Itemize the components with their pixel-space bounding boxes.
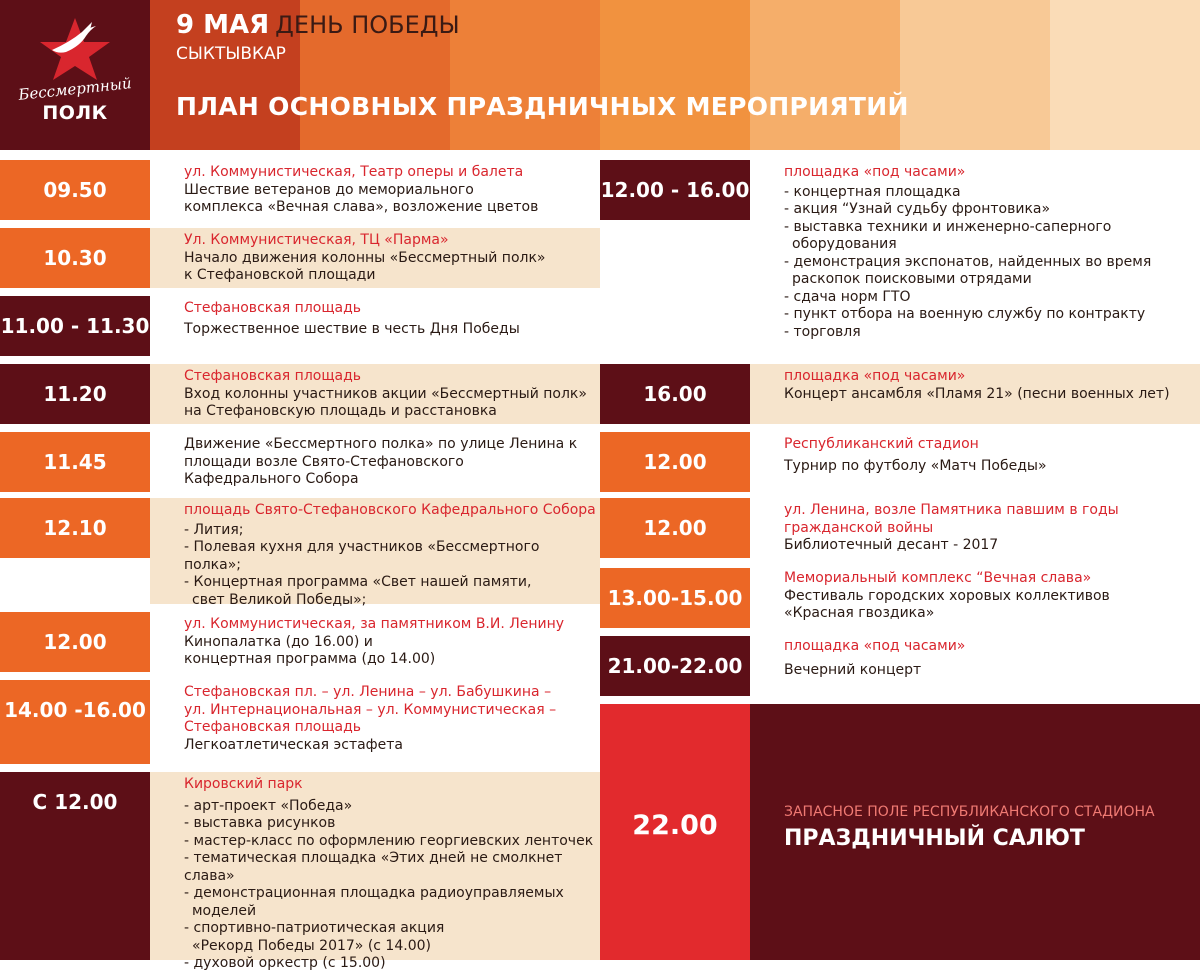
list-item: - концертная площадка — [784, 183, 961, 200]
event-text: на Стефановскую площадь и расстановка — [184, 403, 497, 419]
header-city: СЫКТЫВКАР — [176, 44, 286, 64]
event-location: Стефановская площадь — [184, 368, 362, 384]
event-details — [150, 296, 600, 356]
event-text: к Стефановской площади — [184, 267, 376, 283]
header-band — [1050, 0, 1200, 150]
event-location: площадка «под часами» — [784, 164, 966, 180]
list-item: - демонстрационная площадка радиоуправляемых — [184, 885, 564, 901]
event-text: Вход колонны участников акции «Бессмертный полк» — [184, 385, 587, 402]
event-location: Ул. Коммунистическая, ТЦ «Парма» — [184, 232, 449, 248]
event-text: Движение «Бессмертного полка» по улице Ленина к — [184, 436, 578, 452]
event-details — [150, 364, 600, 424]
event-text: концертная программа (до 14.00) — [184, 651, 436, 667]
event-text: комплекса «Вечная слава», возложение цветов — [184, 199, 539, 215]
event-time: 09.50 — [0, 160, 150, 220]
event-text: Шествие ветеранов до мемориального — [184, 181, 474, 198]
event-time: 11.20 — [0, 364, 150, 424]
list-item: - торговля — [784, 323, 861, 340]
event-location: ул. Коммунистическая, за памятником В.И. Ленину — [184, 616, 565, 632]
salute-location: ЗАПАСНОЕ ПОЛЕ РЕСПУБЛИКАНСКОГО СТАДИОНА — [784, 804, 1155, 820]
event-text: площади возле Свято-Стефановского — [184, 453, 464, 470]
list-item: - выставка рисунков — [184, 815, 336, 831]
event-time: 10.30 — [0, 228, 150, 288]
event-time: 12.10 — [0, 498, 150, 558]
event-text: Концерт ансамбля «Пламя 21» (песни военных лет) — [784, 385, 1170, 402]
event-location: Республиканский стадион — [784, 436, 979, 452]
list-item: раскопок поисковыми отрядами — [792, 271, 1032, 287]
event-location: Стефановская пл. – ул. Ленина – ул. Бабушкина – — [184, 684, 552, 700]
event-time: 16.00 — [600, 364, 750, 424]
star-crane-icon — [36, 16, 114, 82]
event-location: ул. Ленина, возле Памятника павшим в годы — [784, 502, 1119, 518]
event-text: «Красная гвоздика» — [784, 605, 935, 621]
event-text: Фестиваль городских хоровых коллективов — [784, 587, 1110, 604]
event-time: 14.00 -16.00 — [0, 680, 150, 764]
event-time: 13.00-15.00 — [600, 568, 750, 628]
event-time: 12.00 — [600, 498, 750, 558]
event-location: Мемориальный комплекс “Вечная слава» — [784, 570, 1092, 586]
page-header — [0, 0, 1200, 150]
event-location: Стефановская площадь — [184, 300, 362, 316]
list-item: «Рекорд Победы 2017» (с 14.00) — [192, 937, 431, 954]
event-list — [184, 522, 600, 610]
event-location: гражданской войны — [784, 519, 934, 536]
event-time: 11.00 - 11.30 — [0, 296, 150, 356]
logo-script-text: Бессмертный — [17, 74, 133, 104]
header-date — [176, 10, 460, 40]
event-time: 12.00 — [0, 612, 150, 672]
event-location: ул. Интернациональная – ул. Коммунистическая – — [184, 701, 557, 718]
event-text: Турнир по футболу «Матч Победы» — [784, 457, 1047, 474]
event-text: Вечерний концерт — [784, 661, 922, 678]
event-location: площадка «под часами» — [784, 368, 966, 384]
day-label: ДЕНЬ ПОБЕДЫ — [275, 11, 460, 39]
event-details — [150, 228, 600, 288]
header-band — [750, 0, 900, 150]
event-time: 11.45 — [0, 432, 150, 492]
event-text: Кафедрального Собора — [184, 471, 359, 487]
event-location: ул. Коммунистическая, Театр оперы и балета — [184, 164, 524, 180]
event-time: 12.00 - 16.00 — [600, 160, 750, 220]
list-item: - выставка техники и инженерно-саперного — [784, 218, 1112, 235]
event-time: 12.00 — [600, 432, 750, 492]
event-text: Начало движения колонны «Бессмертный полк» — [184, 249, 546, 266]
list-item: - Полевая кухня для участников «Бессмертного полка»; — [184, 539, 540, 573]
list-item: - Лития; — [184, 521, 244, 538]
event-time: 21.00-22.00 — [600, 636, 750, 696]
event-location: Кировский парк — [184, 776, 303, 792]
event-details — [150, 680, 600, 764]
list-item: - арт-проект «Победа» — [184, 797, 353, 814]
event-text: Легкоатлетическая эстафета — [184, 736, 403, 753]
immortal-regiment-logo — [0, 0, 150, 150]
list-item: - акция “Узнай судьбу фронтовика» — [784, 201, 1051, 217]
event-details — [750, 498, 1200, 562]
list-item: - пункт отбора на военную службу по контракту — [784, 306, 1146, 322]
salute-title: ПРАЗДНИЧНЫЙ САЛЮТ — [784, 826, 1085, 851]
list-item: - тематическая площадка «Этих дней не смолкнет слава» — [184, 850, 563, 884]
list-item: - сдача норм ГТО — [784, 288, 911, 305]
event-details — [150, 498, 600, 608]
event-text: Библиотечный десант - 2017 — [784, 537, 999, 553]
event-time: С 12.00 — [0, 772, 150, 960]
list-item: - Концертная программа «Свет нашей памяти, — [184, 574, 532, 590]
event-details — [750, 634, 1200, 696]
salute-details — [750, 704, 1200, 960]
salute-time: 22.00 — [600, 704, 750, 960]
event-details — [150, 772, 600, 971]
event-list — [184, 798, 600, 973]
header-band — [900, 0, 1050, 150]
event-details — [750, 432, 1200, 492]
event-details — [150, 160, 600, 222]
event-text: Торжественное шествие в честь Дня Победы — [184, 320, 520, 337]
list-item: моделей — [192, 902, 257, 919]
event-location: площадь Свято-Стефановского Кафедрального Собора — [184, 502, 596, 518]
list-item: оборудования — [792, 236, 897, 252]
event-list — [784, 184, 1200, 342]
event-details — [150, 612, 600, 672]
event-details — [750, 160, 1200, 356]
header-band — [600, 0, 750, 150]
list-item: - духовой оркестр (с 15.00) — [184, 955, 386, 971]
event-details — [750, 566, 1200, 628]
page-title: ПЛАН ОСНОВНЫХ ПРАЗДНИЧНЫХ МЕРОПРИЯТИЙ — [176, 92, 909, 121]
list-item: - спортивно-патриотическая акция — [184, 920, 445, 936]
event-text: Кинопалатка (до 16.00) и — [184, 633, 373, 650]
header-band — [450, 0, 600, 150]
list-item: свет Великой Победы»; — [192, 591, 367, 608]
logo-title-text: ПОЛК — [42, 102, 108, 124]
list-item: - мастер-класс по оформлению георгиевских ленточек — [184, 832, 594, 849]
date-label: 9 МАЯ — [176, 10, 270, 40]
event-details — [150, 432, 600, 492]
event-location: Стефановская площадь — [184, 719, 362, 735]
event-details — [750, 364, 1200, 424]
event-location: площадка «под часами» — [784, 638, 966, 654]
list-item: - демонстрация экспонатов, найденных во время — [784, 253, 1152, 270]
